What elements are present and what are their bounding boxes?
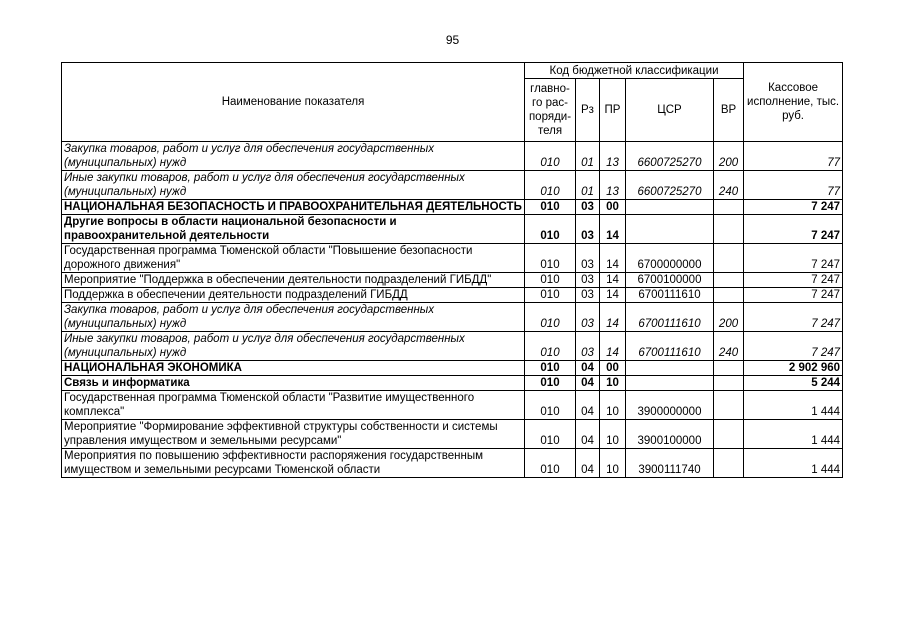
cell-csr bbox=[626, 361, 714, 376]
page-number: 95 bbox=[445, 33, 460, 47]
cell-amount: 7 247 bbox=[744, 244, 843, 273]
cell-amount: 77 bbox=[744, 142, 843, 171]
cell-name: Государственная программа Тюменской области "Повышение безопасности дорожного движения" bbox=[62, 244, 525, 273]
cell-pr: 14 bbox=[600, 273, 626, 288]
cell-rz: 03 bbox=[576, 273, 600, 288]
cell-csr: 3900111740 bbox=[626, 449, 714, 478]
cell-csr: 6700111610 bbox=[626, 288, 714, 303]
cell-csr bbox=[626, 376, 714, 391]
budget-execution-table bbox=[61, 62, 843, 478]
cell-vr bbox=[714, 273, 744, 288]
cell-rz: 01 bbox=[576, 171, 600, 200]
cell-csr: 6700000000 bbox=[626, 244, 714, 273]
cell-main-admin: 010 bbox=[525, 215, 576, 244]
cell-amount: 7 247 bbox=[744, 200, 843, 215]
cell-rz: 04 bbox=[576, 361, 600, 376]
cell-vr bbox=[714, 391, 744, 420]
cell-amount: 7 247 bbox=[744, 273, 843, 288]
cell-rz: 03 bbox=[576, 303, 600, 332]
table-row bbox=[62, 391, 843, 420]
cell-name: Закупка товаров, работ и услуг для обеспечения государственных (муниципальных) нужд bbox=[62, 303, 525, 332]
table-row bbox=[62, 244, 843, 273]
cell-name: Закупка товаров, работ и услуг для обеспечения государственных (муниципальных) нужд bbox=[62, 142, 525, 171]
cell-name: Государственная программа Тюменской области "Развитие имущественного комплекса" bbox=[62, 391, 525, 420]
cell-main-admin: 010 bbox=[525, 332, 576, 361]
cell-amount: 5 244 bbox=[744, 376, 843, 391]
cell-name: НАЦИОНАЛЬНАЯ БЕЗОПАСНОСТЬ И ПРАВООХРАНИТЕЛЬНАЯ ДЕЯТЕЛЬНОСТЬ bbox=[62, 200, 525, 215]
cell-rz: 03 bbox=[576, 215, 600, 244]
cell-csr: 3900000000 bbox=[626, 391, 714, 420]
cell-vr bbox=[714, 244, 744, 273]
cell-amount: 1 444 bbox=[744, 391, 843, 420]
table-row bbox=[62, 303, 843, 332]
cell-name: НАЦИОНАЛЬНАЯ ЭКОНОМИКА bbox=[62, 361, 525, 376]
table-row bbox=[62, 273, 843, 288]
table-body bbox=[62, 142, 843, 478]
cell-vr bbox=[714, 361, 744, 376]
header-vr: ВР bbox=[714, 79, 744, 142]
cell-pr: 13 bbox=[600, 171, 626, 200]
cell-main-admin: 010 bbox=[525, 200, 576, 215]
cell-name: Иные закупки товаров, работ и услуг для обеспечения государственных (муниципальных) нужд bbox=[62, 171, 525, 200]
cell-pr: 14 bbox=[600, 244, 626, 273]
header-main-admin: главно-го рас-поряди-теля bbox=[525, 79, 576, 142]
cell-pr: 14 bbox=[600, 303, 626, 332]
cell-main-admin: 010 bbox=[525, 171, 576, 200]
cell-pr: 14 bbox=[600, 215, 626, 244]
cell-vr bbox=[714, 376, 744, 391]
cell-vr: 240 bbox=[714, 332, 744, 361]
cell-main-admin: 010 bbox=[525, 361, 576, 376]
cell-main-admin: 010 bbox=[525, 273, 576, 288]
table-row bbox=[62, 376, 843, 391]
table-row bbox=[62, 420, 843, 449]
cell-name: Связь и информатика bbox=[62, 376, 525, 391]
cell-pr: 14 bbox=[600, 288, 626, 303]
header-code-group: Код бюджетной классификации bbox=[525, 63, 744, 79]
cell-vr: 200 bbox=[714, 303, 744, 332]
cell-pr: 00 bbox=[600, 361, 626, 376]
cell-csr: 3900100000 bbox=[626, 420, 714, 449]
cell-pr: 10 bbox=[600, 420, 626, 449]
cell-name: Мероприятие "Формирование эффективной структуры собственности и системы управления имуществом и земельными ресурсами" bbox=[62, 420, 525, 449]
cell-csr: 6700111610 bbox=[626, 332, 714, 361]
cell-rz: 03 bbox=[576, 288, 600, 303]
cell-vr: 200 bbox=[714, 142, 744, 171]
table-row bbox=[62, 200, 843, 215]
cell-rz: 04 bbox=[576, 449, 600, 478]
cell-rz: 03 bbox=[576, 332, 600, 361]
cell-main-admin: 010 bbox=[525, 303, 576, 332]
cell-name: Мероприятие "Поддержка в обеспечении деятельности подразделений ГИБДД" bbox=[62, 273, 525, 288]
cell-amount: 2 902 960 bbox=[744, 361, 843, 376]
cell-amount: 77 bbox=[744, 171, 843, 200]
table-row bbox=[62, 142, 843, 171]
cell-pr: 13 bbox=[600, 142, 626, 171]
table-row bbox=[62, 449, 843, 478]
table-row bbox=[62, 361, 843, 376]
header-rz: Рз bbox=[576, 79, 600, 142]
cell-rz: 04 bbox=[576, 376, 600, 391]
cell-pr: 00 bbox=[600, 200, 626, 215]
cell-vr: 240 bbox=[714, 171, 744, 200]
cell-pr: 10 bbox=[600, 391, 626, 420]
cell-pr: 14 bbox=[600, 332, 626, 361]
cell-pr: 10 bbox=[600, 376, 626, 391]
cell-pr: 10 bbox=[600, 449, 626, 478]
header-name: Наименование показателя bbox=[62, 63, 525, 142]
cell-amount: 1 444 bbox=[744, 449, 843, 478]
cell-csr bbox=[626, 200, 714, 215]
cell-main-admin: 010 bbox=[525, 142, 576, 171]
cell-rz: 01 bbox=[576, 142, 600, 171]
table-row bbox=[62, 332, 843, 361]
cell-main-admin: 010 bbox=[525, 420, 576, 449]
cell-vr bbox=[714, 449, 744, 478]
table-header bbox=[62, 63, 843, 142]
table-row bbox=[62, 215, 843, 244]
cell-amount: 7 247 bbox=[744, 215, 843, 244]
cell-rz: 04 bbox=[576, 391, 600, 420]
cell-csr: 6600725270 bbox=[626, 171, 714, 200]
cell-csr: 6700100000 bbox=[626, 273, 714, 288]
cell-vr bbox=[714, 200, 744, 215]
cell-main-admin: 010 bbox=[525, 391, 576, 420]
cell-rz: 03 bbox=[576, 244, 600, 273]
cell-rz: 03 bbox=[576, 200, 600, 215]
table-row bbox=[62, 288, 843, 303]
cell-rz: 04 bbox=[576, 420, 600, 449]
cell-name: Поддержка в обеспечении деятельности подразделений ГИБДД bbox=[62, 288, 525, 303]
cell-csr: 6600725270 bbox=[626, 142, 714, 171]
cell-main-admin: 010 bbox=[525, 376, 576, 391]
cell-amount: 7 247 bbox=[744, 332, 843, 361]
cell-csr: 6700111610 bbox=[626, 303, 714, 332]
cell-name: Иные закупки товаров, работ и услуг для обеспечения государственных (муниципальных) нужд bbox=[62, 332, 525, 361]
cell-main-admin: 010 bbox=[525, 288, 576, 303]
cell-csr bbox=[626, 215, 714, 244]
table-row bbox=[62, 171, 843, 200]
cell-amount: 7 247 bbox=[744, 303, 843, 332]
cell-vr bbox=[714, 215, 744, 244]
cell-vr bbox=[714, 288, 744, 303]
cell-amount: 7 247 bbox=[744, 288, 843, 303]
cell-name: Мероприятия по повышению эффективности распоряжения государственным имуществом и земельными ресурсами Тюменской области bbox=[62, 449, 525, 478]
cell-main-admin: 010 bbox=[525, 449, 576, 478]
cell-main-admin: 010 bbox=[525, 244, 576, 273]
header-pr: ПР bbox=[600, 79, 626, 142]
header-csr: ЦСР bbox=[626, 79, 714, 142]
cell-amount: 1 444 bbox=[744, 420, 843, 449]
cell-name: Другие вопросы в области национальной безопасности и правоохранительной деятельности bbox=[62, 215, 525, 244]
cell-vr bbox=[714, 420, 744, 449]
header-amount: Кассовое исполнение, тыс. руб. bbox=[744, 63, 843, 142]
